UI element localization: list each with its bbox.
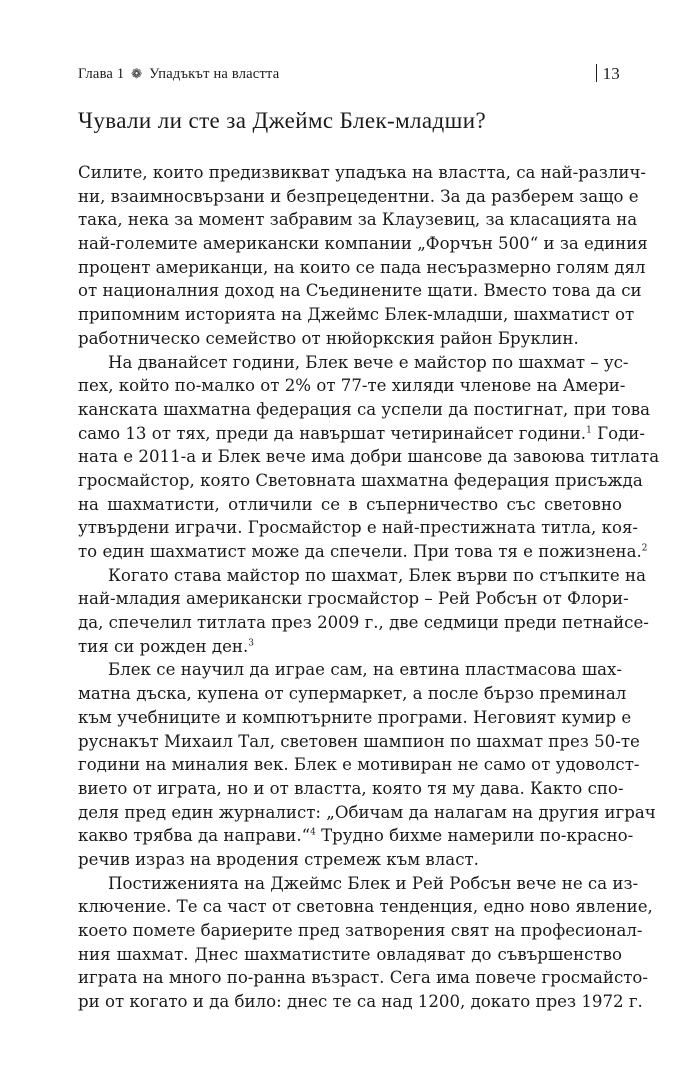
text-line	[78, 540, 648, 564]
text-line: което помете бариерите пред затворения свят на професионал-	[78, 921, 643, 940]
footnote-marker: 4	[310, 827, 316, 838]
text-line: гросмайстор, която Световната шахматна федерация присъжда	[78, 470, 643, 490]
line-text: само 13 от тях, преди да навършат четиринайсет години.	[78, 423, 587, 443]
text-line: към учебниците и компютърните програми. Неговият кумир е	[78, 707, 632, 727]
chapter-heading	[78, 66, 279, 83]
text-line: ния шахмат. Днес шахматистите овладяват до съвършенство	[78, 944, 622, 964]
page-number: 13	[602, 64, 620, 83]
text-line: на шахматисти, отличили се в съперничество със световно	[78, 494, 622, 514]
text-line: ри от когато и да било: днес те са над 1200, докато през 1972 г.	[78, 992, 643, 1012]
running-header	[78, 66, 620, 86]
text-line: ключение. Те са част от световна тенденция, едно ново явление,	[78, 897, 653, 917]
text-line: пех, който по-малко от 2% от 77-те хиляди членове на Амери-	[78, 376, 626, 396]
text-line: ната е 2011-а и Блек вече има добри шансове да завоюва титлата	[78, 447, 660, 467]
text-line: припомним историята на Джеймс Блек-младши, шахматист от	[78, 305, 635, 325]
text-line: така, нека за момент забравим за Клаузевиц, за класацията на	[78, 210, 638, 230]
text-line	[78, 422, 645, 446]
footnote-marker: 2	[641, 543, 648, 554]
text-line: деля пред един журналист: „Обичам да налагам на другия играч	[78, 802, 656, 822]
text-line: от националния доход на Съединените щати. Вместо това да си	[78, 281, 642, 301]
text-line: Блек се научил да играе сам, на евтина пластмасова шах-	[108, 660, 622, 680]
text-line: речив израз на вродения стремеж към власт.	[78, 849, 479, 869]
text-line: Когато става майстор по шахмат, Блек върви по стъпките на	[108, 565, 646, 585]
text-line: руснакът Михаил Тал, световен шампион по шахмат през 50-те	[78, 731, 640, 751]
text-line: играта на много по-ранна възраст. Сега има повече гросмайсто-	[78, 968, 649, 988]
text-line: години на миналия век. Блек е мотивиран не само от удоволст-	[78, 755, 640, 775]
ornament-icon: ❁	[131, 66, 143, 81]
section-title: Чували ли сте за Джеймс Блек-младши?	[78, 108, 487, 133]
text-line: най-големите американски компании „Форчън 500“ и за единия	[78, 234, 648, 254]
text-line: На дванайсет години, Блек вече е майстор по шахмат – ус-	[108, 352, 629, 372]
text-line: да, спечелил титлата през 2009 г., две седмици преди петнайсе-	[78, 613, 649, 633]
header-divider	[596, 64, 597, 82]
text-line: утвърдени играчи. Гросмайстор е най-престижната титла, коя-	[78, 518, 639, 538]
text-line: Силите, които предизвикват упадъка на властта, са най-различ-	[78, 163, 647, 182]
text-line: работническо семейство от нюйоркския район Бруклин.	[78, 328, 579, 348]
text-line: матна дъска, купена от супермаркет, а после бързо преминал	[78, 684, 627, 704]
text-line: процент американци, на които се пада несъразмерно голям дял	[78, 257, 646, 277]
page-number-block	[596, 64, 620, 84]
footnote-marker: 1	[586, 425, 592, 436]
text-line: канската шахматна федерация са успели да постигнат, при това	[78, 399, 650, 419]
text-line: най-младия американски гросмайстор – Рей Робсън от Флори-	[78, 589, 629, 609]
text-line: ни, взаимносвързани и безпрецедентни. За да разберем защо е	[78, 186, 639, 206]
line-text: Годи-	[597, 423, 645, 443]
text-line: вието от играта, но и от властта, която тя му дава. Както спо-	[78, 778, 624, 798]
line-text: какво трябва да направи.“	[78, 826, 311, 846]
line-text: Трудно бихме намерили по-красно-	[321, 826, 634, 846]
line-text: тия си рожден ден.	[78, 636, 249, 656]
chapter-label: Глава 1	[78, 66, 125, 82]
body-text	[78, 161, 660, 1014]
chapter-title: Упадъкът на властта	[149, 66, 280, 82]
footnote-marker: 3	[248, 638, 254, 649]
text-line	[78, 824, 634, 848]
text-line: Постиженията на Джеймс Блек и Рей Робсън вече не са из-	[108, 873, 639, 893]
line-text: то един шахматист може да спечели. При това тя е пожизнена.	[78, 542, 642, 561]
text-line	[78, 635, 622, 659]
